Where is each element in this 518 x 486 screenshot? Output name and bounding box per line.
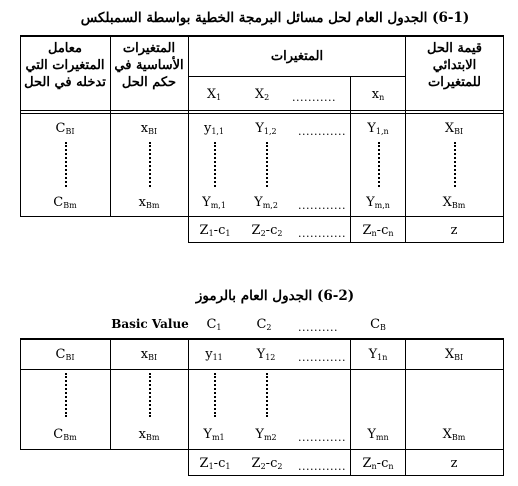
table1-zn-cn: $Z_n-c_n$ — [362, 223, 394, 238]
table1-var-xn: $x_n$ — [371, 87, 385, 102]
table2-basic-value-label: Basic Value — [111, 317, 189, 331]
table1-z-bottom — [188, 242, 504, 243]
table1-col-divider-4 — [405, 35, 406, 243]
table2-basis-last: $x_{Bm}$ — [138, 427, 160, 442]
table1-z2-c2: $Z_2-c_2$ — [251, 223, 283, 238]
table2-coef-first: $C_{BI}$ — [55, 347, 75, 362]
table2-z-value: z — [450, 456, 458, 471]
table1-header-bottom-1 — [20, 110, 504, 111]
table1-caption: (6-1) الجدول العام لحل مسائل البرمجة الخطية بواسطة السمبلكس — [80, 10, 470, 26]
table2-ym1: $Y_{m1}$ — [203, 427, 225, 442]
table2-basis-vdots — [149, 373, 157, 417]
table2-y12: $Y_{12}$ — [256, 347, 276, 362]
table2-z-bottom — [188, 475, 504, 476]
table1-sol-last: $X_{Bm}$ — [442, 195, 466, 210]
table2-zn-cn: $Z_n-c_n$ — [362, 456, 394, 471]
table1-z1-c1: $Z_1-c_1$ — [199, 223, 231, 238]
table2-y2-vdots — [266, 373, 274, 417]
table2-z2-c2: $Z_2-c_2$ — [251, 456, 283, 471]
table1-coef-last: $C_{Bm}$ — [53, 195, 77, 210]
table1-y1-vdots — [214, 142, 222, 187]
table2-ym2: $Y_{m2}$ — [255, 427, 277, 442]
table1-y2-vdots — [266, 142, 274, 187]
table1-header-variables: المتغيرات — [270, 49, 324, 64]
table2-sol-last: $X_{Bm}$ — [442, 427, 466, 442]
table2-sol-first: $X_{BI}$ — [444, 347, 464, 362]
table1-header-coefficients: معامل المتغيرات التي تدخله في الحل — [24, 41, 106, 90]
table1-y-m-n: $Y_{m,n}$ — [366, 195, 390, 210]
table1-var-dots: ........... — [292, 91, 336, 104]
table2-rowm-dots: ............ — [298, 431, 346, 444]
table1-z-dots: ............ — [298, 227, 346, 240]
table2-top-border — [20, 338, 504, 340]
table1-y-1-n: $Y_{1,n}$ — [367, 121, 389, 136]
table1-y-m-2: $Y_{m,2}$ — [254, 195, 278, 210]
table1-y-1-1: $y_{1,1}$ — [203, 121, 225, 136]
table1-yn-vdots — [378, 142, 386, 187]
table2-top-dots: .......... — [298, 321, 338, 334]
table1-coef-vdots — [65, 142, 73, 187]
table1-col-divider-2 — [188, 35, 189, 243]
table2-right-border — [503, 338, 504, 476]
table1-col-divider-3 — [350, 77, 351, 243]
table1-y-1-2: $Y_{1,2}$ — [255, 121, 277, 136]
table1-body-bottom — [20, 216, 504, 217]
table1-basis-last: $x_{Bm}$ — [138, 195, 160, 210]
table1-y-m-1: $Y_{m,1}$ — [202, 195, 226, 210]
table2-c2-label: $C_2$ — [256, 317, 272, 332]
table2-z1-c1: $Z_1-c_1$ — [199, 456, 231, 471]
table1-top-border — [20, 35, 504, 37]
table2-cb-label: $C_B$ — [370, 317, 386, 332]
table1-header-bottom-2 — [20, 113, 504, 114]
table1-sol-first: $X_{BI}$ — [444, 121, 464, 136]
table1-sol-vdots — [454, 142, 462, 187]
table1-z-value: z — [450, 223, 458, 238]
table2-col-divider-2 — [188, 338, 189, 476]
table2-y11: $y_{11}$ — [205, 347, 223, 362]
table2-z-dots: ............ — [298, 460, 346, 473]
table1-right-border — [503, 35, 504, 243]
table1-header-initial-solution: قيمة الحل الابتدائي للمتغيرات — [427, 41, 482, 90]
table2-coef-vdots — [65, 373, 73, 417]
table2-caption: (6-2) الجدول العام بالرموز — [195, 288, 355, 304]
table2-coef-last: $C_{Bm}$ — [53, 427, 77, 442]
table1-var-x2: $X_2$ — [254, 87, 270, 102]
table1-variables-divider — [188, 76, 406, 77]
table1-header-basic-variables: المتغيرات الأساسية في حكم الحل — [114, 41, 184, 90]
table2-y1n: $Y_{1n}$ — [368, 347, 388, 362]
table1-rowm-dots: ............ — [298, 199, 346, 212]
table2-c1-label: $C_1$ — [206, 317, 222, 332]
table2-ymn: $Y_{mn}$ — [367, 427, 389, 442]
table2-basis-first: $x_{BI}$ — [140, 347, 158, 362]
table2-row1-dots: ............ — [298, 351, 346, 364]
table1-var-x1: $X_1$ — [206, 87, 222, 102]
table1-basis-vdots — [149, 142, 157, 187]
table2-header-bottom — [20, 369, 504, 370]
table2-body-bottom — [20, 449, 504, 450]
table1-basis-first: $x_{BI}$ — [140, 121, 158, 136]
table2-y1-vdots — [214, 373, 222, 417]
table1-coef-first: $C_{BI}$ — [55, 121, 75, 136]
table1-row1-dots: ............ — [298, 125, 346, 138]
table2-col-divider-3 — [350, 338, 351, 476]
